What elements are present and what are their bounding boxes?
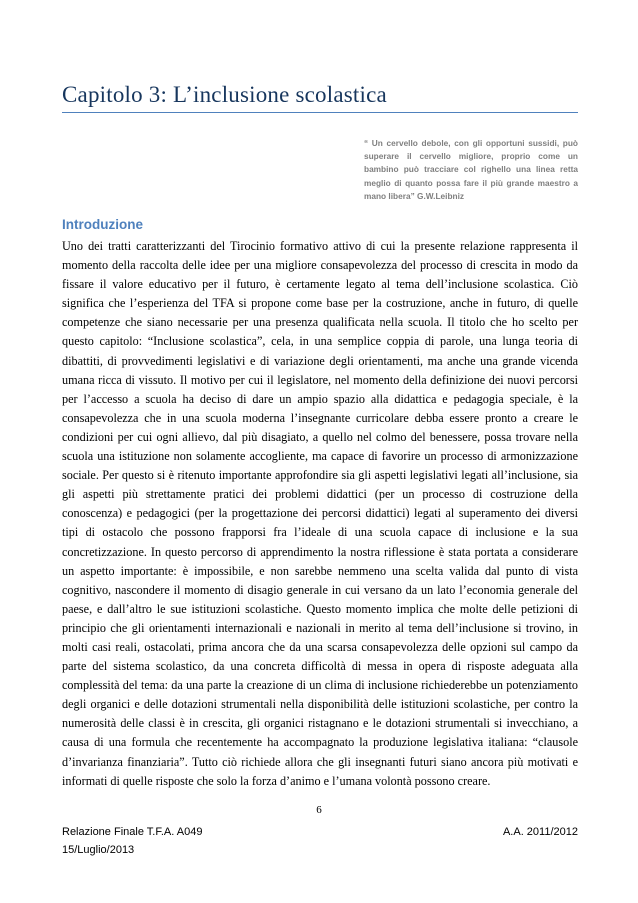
epigraph-quote: “ Un cervello debole, con gli opportuni sussidi, può superare il cervello migliore, proprio come un bambino può tracciare col righello una linea retta meglio di quanto possa fare il più grande maestro a mano libera” G.W.Leibniz <box>364 138 578 201</box>
page-number: 6 <box>316 804 322 816</box>
title-underline <box>62 112 578 113</box>
chapter-title: Capitolo 3: L’inclusione scolastica <box>62 82 387 107</box>
section-heading: Introduzione <box>62 217 143 232</box>
footer-academic-year: A.A. 2011/2012 <box>502 826 578 838</box>
footer-left <box>62 823 202 859</box>
footer-report-title: Relazione Finale T.F.A. A049 <box>62 826 203 838</box>
body-paragraph: Uno dei tratti caratterizzanti del Tirocinio formativo attivo di cui la presente relazione rappresenta il momento della raccolta delle idee per una migliore consapevolezza del processo di crescita in modo da fissare il valore educativo per il futuro, è certamente legato al tema dell’inclusione scolastica. Ciò significa che l’esperienza del TFA si propone come base per la costruzione, anche in futuro, di quelle competenze che siano necessarie per una presenza qualificata nella scuola. Il titolo che ho scelto per questo capitolo: “Inclusione scolastica”, cela, in una semplice coppia di parole, una lunga teoria di dibattiti, di provvedimenti legislativi e di variazione degli orientamenti, ma anche una grande vicenda umana ricca di vissuto. Il motivo per cui il legislatore, nel momento della definizione dei nuovi percorsi per l’accesso a scuola ha deciso di dare un ampio spazio alla didattica e pedagogia speciale, è la consapevolezza che in una scuola moderna l’insegnante curricolare debba essere pronto a creare le condizioni per cui ogni allievo, dal più disagiato, a quello nel colmo del benessere, possa trovare nella scuola una istituzione non solamente accogliente, ma capace di favorire un processo di armonizzazione sociale. Per questo si è ritenuto importante approfondire sia gli aspetti legislativi legati all’inclusione, sia gli aspetti più strettamente pratici dei problemi didattici (per un processo di costruzione della conoscenza) e pedagogici (per la progettazione dei percorsi didattici) legati al superamento dei diversi tipi di ostacolo che possono frapporsi fra l’ideale di una scuola capace di inclusione e la sua concretizzazione. In questo percorso di apprendimento la nostra riflessione è stata portata a considerare un aspetto importante: è impossibile, e non sarebbe nemmeno una scelta valida dal punto di vista cognitivo, nascondere il momento di disagio generale in cui versano da un lato l’economia generale del paese, e dall’altro le sue istituzioni scolastiche. Questo momento implica che molte delle petizioni di principio che gli orientamenti internazionali e nazionali in merito al tema dell’inclusione si trovino, in molti casi reali, ostacolati, prima ancora che da una scarsa consapevolezza delle opzioni sul campo da parte del sistema scolastico, da una concreta difficoltà di messa in opera di risposte adeguata alla complessità del tema: da una parte la creazione di un clima di inclusione richiederebbe un potenziamento degli organici e delle dotazioni strumentali nella disponibilità delle istituzioni scolastiche, per contro la numerosità delle classi è in crescita, gli organici ristagnano e le dotazioni strumentali si invecchiano, a causa di una formula che recentemente ha accompagnato la produzione legislativa italiana: “clausole d’invarianza finanziaria”. Tutto ciò richiede allora che gli insegnanti futuri siano ancora più motivati e informati di quelle risposte che solo la forza d’animo e l’umana volontà possono creare. <box>62 239 578 788</box>
footer-date: 15/Luglio/2013 <box>62 844 135 856</box>
